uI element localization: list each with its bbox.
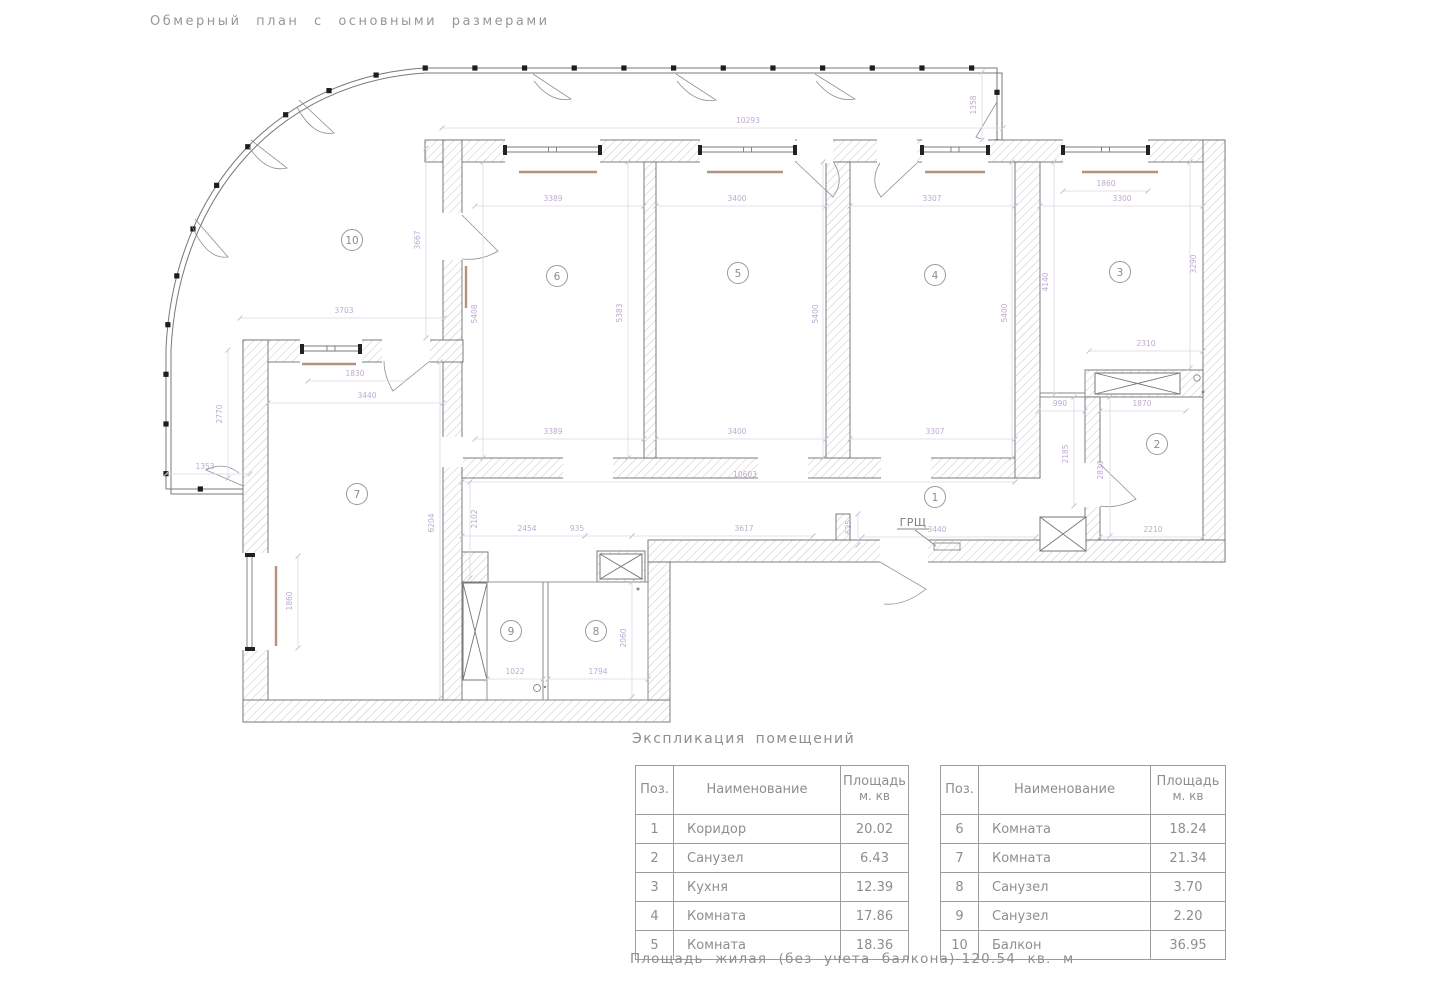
balcony-post (174, 273, 179, 278)
cell-pos: 9 (941, 902, 979, 931)
svg-text:3: 3 (1116, 266, 1124, 279)
dimension-label: 3389 (543, 427, 563, 436)
svg-text:9: 9 (507, 625, 515, 638)
room-number-badge (547, 266, 568, 287)
cell-name: Балкон (979, 931, 1151, 960)
svg-text:8: 8 (592, 625, 600, 638)
balcony-post (870, 65, 875, 70)
vent-shaft (1095, 373, 1180, 394)
dimension-label: 1358 (969, 95, 978, 115)
dimension (654, 194, 829, 209)
dimension (811, 160, 826, 461)
dimension-label: 2830 (1096, 460, 1105, 480)
dimension (1087, 339, 1206, 354)
balcony-posts (163, 65, 999, 491)
dimension-label: 1860 (285, 591, 294, 611)
cell-name: Кухня (674, 873, 841, 902)
cell-name: Комната (674, 902, 841, 931)
dimension-label: 2454 (517, 524, 537, 533)
balcony-post (198, 486, 203, 491)
dimension (473, 427, 647, 442)
dimension-label: 3400 (727, 194, 747, 203)
room-number-badge (586, 621, 607, 642)
dimension (1061, 395, 1077, 509)
dimension (440, 116, 1006, 131)
cell-pos: 3 (636, 873, 674, 902)
svg-text:6: 6 (553, 270, 561, 283)
cell-area: 18.36 (841, 931, 909, 960)
room-number-badge (728, 263, 749, 284)
dimension-label: 3389 (543, 194, 563, 203)
windows (245, 145, 1150, 651)
cell-area: 20.02 (841, 815, 909, 844)
cell-name: Комната (979, 815, 1151, 844)
dimension (473, 194, 647, 209)
dimension-label: 10293 (736, 116, 760, 125)
balcony-post (283, 112, 288, 117)
balcony-post (572, 65, 577, 70)
dimension-label: 2770 (215, 404, 224, 424)
dimension (285, 554, 301, 651)
svg-text:5: 5 (734, 267, 742, 280)
cell-name: Коридор (674, 815, 841, 844)
dimension (1000, 160, 1015, 461)
cell-pos: 7 (941, 844, 979, 873)
room-number-badge (501, 621, 522, 642)
dimension-label: 1022 (505, 667, 525, 676)
dimension-label: 5400 (1000, 303, 1009, 323)
col-pos-header: Поз. (636, 766, 674, 815)
legend-header-row (941, 766, 1226, 815)
room-number-badge (347, 484, 368, 505)
balcony-post (374, 72, 379, 77)
balcony-post (163, 372, 168, 377)
dimension-label: 990 (1052, 399, 1068, 408)
dimension (266, 391, 446, 406)
dimension (1038, 194, 1206, 209)
cell-name: Комната (979, 844, 1151, 873)
dimension-label: 3440 (927, 525, 947, 534)
cell-area: 18.24 (1151, 815, 1226, 844)
room-number-badge (925, 265, 946, 286)
dimension-label: 3400 (727, 427, 747, 436)
cell-pos: 4 (636, 902, 674, 931)
dimension (848, 194, 1018, 209)
balcony-post (994, 90, 999, 95)
balcony-post (969, 65, 974, 70)
living-area-note: Площадь жилая (без учета балкона)-120.54 кв. м (630, 951, 1075, 967)
svg-text:1: 1 (931, 491, 939, 504)
col-name-header: Наименование (674, 766, 841, 815)
dimension (485, 667, 546, 682)
dimension-label: 3617 (734, 524, 754, 533)
dimension (470, 160, 486, 461)
legend-row (941, 902, 1226, 931)
cell-area: 3.70 (1151, 873, 1226, 902)
room-number-badge (925, 487, 946, 508)
cell-area: 2.20 (1151, 902, 1226, 931)
room-number-badge (1110, 262, 1131, 283)
dimension (619, 580, 635, 700)
dimension (427, 360, 443, 701)
legend-row (941, 815, 1226, 844)
balcony-post (326, 88, 331, 93)
svg-text:10: 10 (345, 234, 359, 247)
balcony-post (214, 183, 219, 188)
cell-name: Санузел (979, 902, 1151, 931)
svg-text:2: 2 (1153, 438, 1161, 451)
dimension-label: 1860 (1096, 179, 1116, 188)
dimension (1036, 399, 1088, 414)
balcony-post (163, 421, 168, 426)
col-pos-header: Поз. (941, 766, 979, 815)
dimension-label: 2060 (619, 628, 628, 648)
legend-row (636, 902, 909, 931)
grsh-label: ГРЩ (899, 516, 927, 529)
legend-row (636, 844, 909, 873)
dimension (306, 369, 408, 384)
balcony-post (621, 65, 626, 70)
dimension-label: 1830 (345, 369, 365, 378)
dimension (654, 427, 829, 442)
dimension (1098, 525, 1206, 540)
dimension-label: 4140 (1041, 272, 1050, 292)
dimension (164, 462, 253, 477)
cell-area: 21.34 (1151, 844, 1226, 873)
cell-pos: 1 (636, 815, 674, 844)
room-number-badge (1147, 434, 1168, 455)
svg-text:7: 7 (353, 488, 361, 501)
dimension-label: 1794 (588, 667, 608, 676)
legend-row (941, 873, 1226, 902)
dimension-label: 3703 (334, 306, 354, 315)
dimension-label: 3290 (1189, 254, 1198, 274)
col-area-header: Площадь м. кв (841, 766, 909, 815)
legend-row (941, 844, 1226, 873)
room-number-badge (342, 230, 363, 251)
dimension-label: 2185 (1061, 444, 1070, 464)
dimension (413, 146, 429, 341)
dimension (969, 70, 985, 143)
dimension-label: 3307 (925, 427, 945, 436)
cell-pos: 8 (941, 873, 979, 902)
cell-pos: 5 (636, 931, 674, 960)
legend-table-right (940, 765, 1225, 960)
cell-pos: 2 (636, 844, 674, 873)
dimension-label: 5400 (811, 304, 820, 324)
col-name-header: Наименование (979, 766, 1151, 815)
cell-area: 12.39 (841, 873, 909, 902)
vent-shaft (600, 554, 642, 579)
dimension-label: 3307 (922, 194, 942, 203)
dimension-label: 1870 (1132, 399, 1152, 408)
legend-row (636, 873, 909, 902)
dimension-label: 2210 (1143, 525, 1163, 534)
legend-caption: Экспликация помещений (632, 731, 856, 747)
balcony-glazing (163, 65, 1002, 494)
dimension-label: 3300 (1112, 194, 1132, 203)
balcony-post (770, 65, 775, 70)
legend-header-row (636, 766, 909, 815)
cell-area: 36.95 (1151, 931, 1226, 960)
dimension-label: 5408 (470, 304, 479, 324)
dimension (848, 427, 1018, 442)
dimension-label: 935 (569, 524, 585, 533)
dimension-label: 625 (844, 519, 853, 535)
dimension (630, 524, 816, 539)
cell-name: Санузел (674, 844, 841, 873)
dimension-label: 1353 (195, 462, 215, 471)
dimension-label: 5383 (615, 303, 624, 323)
drawing-title: Обмерный план с основными размерами (150, 14, 550, 29)
dimension (1188, 160, 1199, 371)
cell-name: Санузел (979, 873, 1151, 902)
col-area-header: Площадь м. кв (1151, 766, 1226, 815)
dimension-label: 2310 (1136, 339, 1156, 348)
vent-shaft (1040, 517, 1086, 551)
cell-name: Комната (674, 931, 841, 960)
balcony-post (671, 65, 676, 70)
balcony-post (522, 65, 527, 70)
dimension (546, 667, 651, 682)
balcony-post (721, 65, 726, 70)
dimension-label: 10603 (733, 470, 757, 479)
dimension-label: 3440 (357, 391, 377, 400)
dimensions (164, 70, 1206, 701)
dimension (1041, 160, 1057, 398)
balcony-post (919, 65, 924, 70)
cell-area: 17.86 (841, 902, 909, 931)
dimension (215, 348, 231, 481)
dimension (860, 525, 1039, 540)
dimension (1098, 399, 1189, 414)
balcony-post (472, 65, 477, 70)
balcony-window-swings (192, 74, 997, 488)
fixtures (276, 172, 1205, 700)
legend-table-left (635, 765, 908, 960)
balcony-post (423, 65, 428, 70)
legend-row (636, 815, 909, 844)
dimension (238, 306, 447, 321)
balcony-post (820, 65, 825, 70)
cell-pos: 10 (941, 931, 979, 960)
dimension (1061, 179, 1151, 194)
dimension-label: 3667 (413, 230, 422, 250)
balcony-post (165, 322, 170, 327)
cell-area: 6.43 (841, 844, 909, 873)
dimension-label: 2102 (470, 509, 479, 529)
dimension (615, 160, 631, 461)
dimension-label: 6204 (427, 513, 436, 533)
vent-shaft (463, 583, 487, 680)
svg-text:4: 4 (931, 269, 939, 282)
cell-pos: 6 (941, 815, 979, 844)
